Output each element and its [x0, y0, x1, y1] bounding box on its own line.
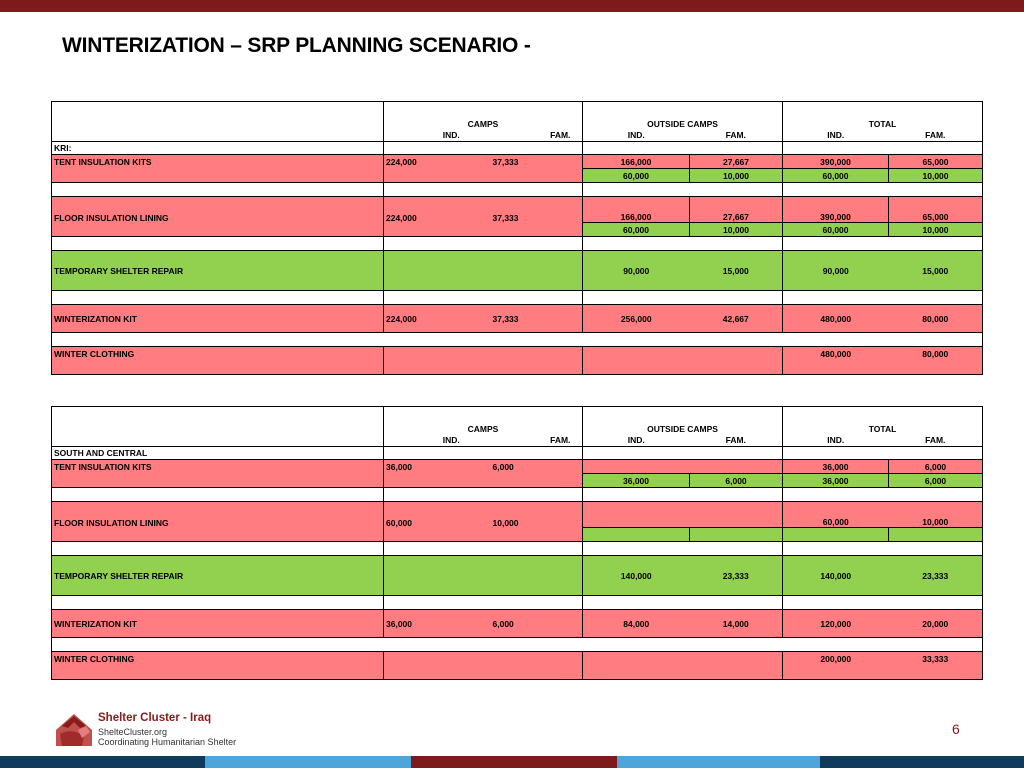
cell-value: 37,333 — [491, 305, 583, 333]
header-total: TOTAL — [783, 102, 983, 129]
cell-value: 140,000 — [783, 556, 889, 596]
cell-value: 10,000 — [690, 223, 783, 237]
cell-value: 36,000 — [384, 460, 491, 474]
kri-table — [51, 101, 983, 375]
cell-value: 6,000 — [889, 460, 983, 474]
cell-value: 84,000 — [583, 610, 690, 638]
row-label: TEMPORARY SHELTER REPAIR — [52, 251, 384, 291]
header-ind: IND. — [783, 129, 889, 142]
south-central-table — [51, 406, 983, 680]
cell-value: 60,000 — [384, 502, 491, 528]
region-label: KRI: — [52, 142, 384, 155]
header-ind: IND. — [384, 434, 491, 447]
header-outside-camps: OUTSIDE CAMPS — [583, 102, 783, 129]
table-row — [52, 155, 983, 169]
header-fam: FAM. — [491, 129, 583, 142]
header-ind: IND. — [583, 129, 690, 142]
cell-value: 140,000 — [583, 556, 690, 596]
cell-value: 36,000 — [583, 474, 690, 488]
table-row — [52, 610, 983, 638]
cell-value: 224,000 — [384, 155, 491, 169]
table-row — [52, 502, 983, 528]
cell-value: 23,333 — [690, 556, 783, 596]
cell-value: 65,000 — [889, 155, 983, 169]
header-blank — [52, 129, 384, 142]
row-label: TENT INSULATION KITS — [52, 155, 384, 169]
page-number: 6 — [952, 721, 960, 737]
row-label: FLOOR INSULATION LINING — [52, 197, 384, 223]
table-row — [52, 169, 983, 183]
header-fam: FAM. — [690, 129, 783, 142]
cell-value: 14,000 — [690, 610, 783, 638]
cell-value: 60,000 — [583, 169, 690, 183]
cell-value: 120,000 — [783, 610, 889, 638]
cell-value: 6,000 — [889, 474, 983, 488]
header-blank — [52, 102, 384, 129]
cell-value: 36,000 — [783, 460, 889, 474]
row-label: WINTERIZATION KIT — [52, 305, 384, 333]
header-fam: FAM. — [889, 434, 983, 447]
cell-value: 166,000 — [583, 155, 690, 169]
cell-value: 390,000 — [783, 155, 889, 169]
cell-value: 20,000 — [889, 610, 983, 638]
cell-value: 33,333 — [889, 652, 983, 666]
table-row — [52, 305, 983, 333]
cell-value: 37,333 — [491, 155, 583, 169]
row-label: WINTER CLOTHING — [52, 347, 384, 361]
org-tagline: Coordinating Humanitarian Shelter — [98, 737, 237, 747]
table-row — [52, 251, 983, 291]
table-row — [52, 347, 983, 361]
table-row — [52, 460, 983, 474]
cell-value: 37,333 — [491, 197, 583, 223]
header-total: TOTAL — [783, 407, 983, 434]
cell-value: 60,000 — [783, 502, 889, 528]
cell-value: 166,000 — [583, 197, 690, 223]
cell-value: 60,000 — [583, 223, 690, 237]
cell-value: 36,000 — [783, 474, 889, 488]
top-brand-bar — [0, 0, 1024, 12]
row-label: FLOOR INSULATION LINING — [52, 502, 384, 528]
header-fam: FAM. — [889, 129, 983, 142]
header-camps: CAMPS — [384, 407, 583, 434]
cell-value: 60,000 — [783, 223, 889, 237]
cell-value: 6,000 — [690, 474, 783, 488]
row-label: TENT INSULATION KITS — [52, 460, 384, 474]
cell-value: 480,000 — [783, 347, 889, 361]
cell-value: 480,000 — [783, 305, 889, 333]
cell-value: 224,000 — [384, 197, 491, 223]
table-row — [52, 197, 983, 223]
slide-title: WINTERIZATION – SRP PLANNING SCENARIO - — [62, 34, 531, 57]
cell-value: 224,000 — [384, 305, 491, 333]
cell-value: 390,000 — [783, 197, 889, 223]
header-outside-camps: OUTSIDE CAMPS — [583, 407, 783, 434]
cell-value: 36,000 — [384, 610, 491, 638]
cell-value: 60,000 — [783, 169, 889, 183]
header-camps: CAMPS — [384, 102, 583, 129]
cell-value: 6,000 — [491, 610, 583, 638]
region-label: SOUTH AND CENTRAL — [52, 447, 384, 460]
cell-value: 10,000 — [889, 502, 983, 528]
shelter-cluster-logo-icon — [52, 708, 94, 748]
table-row — [52, 556, 983, 596]
header-blank — [52, 407, 384, 434]
cell-value: 15,000 — [889, 251, 983, 291]
bottom-brand-bar — [0, 756, 1024, 768]
header-blank — [52, 434, 384, 447]
header-ind: IND. — [783, 434, 889, 447]
cell-value: 10,000 — [889, 223, 983, 237]
cell-value: 200,000 — [783, 652, 889, 666]
cell-value: 90,000 — [583, 251, 690, 291]
cell-value: 6,000 — [491, 460, 583, 474]
table-row — [52, 652, 983, 666]
cell-value: 10,000 — [491, 502, 583, 528]
cell-value: 23,333 — [889, 556, 983, 596]
cell-value: 10,000 — [690, 169, 783, 183]
table-row — [52, 528, 983, 542]
cell-value: 90,000 — [783, 251, 889, 291]
row-label: TEMPORARY SHELTER REPAIR — [52, 556, 384, 596]
cell-value: 10,000 — [889, 169, 983, 183]
cell-value: 65,000 — [889, 197, 983, 223]
cell-value: 80,000 — [889, 347, 983, 361]
header-fam: FAM. — [491, 434, 583, 447]
cell-value: 80,000 — [889, 305, 983, 333]
cell-value: 15,000 — [690, 251, 783, 291]
org-url[interactable]: ShelteCluster.org — [98, 727, 168, 737]
row-label: WINTER CLOTHING — [52, 652, 384, 666]
header-ind: IND. — [583, 434, 690, 447]
header-ind: IND. — [384, 129, 491, 142]
table-row — [52, 474, 983, 488]
table-row — [52, 223, 983, 237]
org-name: Shelter Cluster - Iraq — [98, 712, 212, 724]
cell-value: 42,667 — [690, 305, 783, 333]
cell-value: 256,000 — [583, 305, 690, 333]
header-fam: FAM. — [690, 434, 783, 447]
cell-value: 27,667 — [690, 155, 783, 169]
cell-value: 27,667 — [690, 197, 783, 223]
row-label: WINTERIZATION KIT — [52, 610, 384, 638]
